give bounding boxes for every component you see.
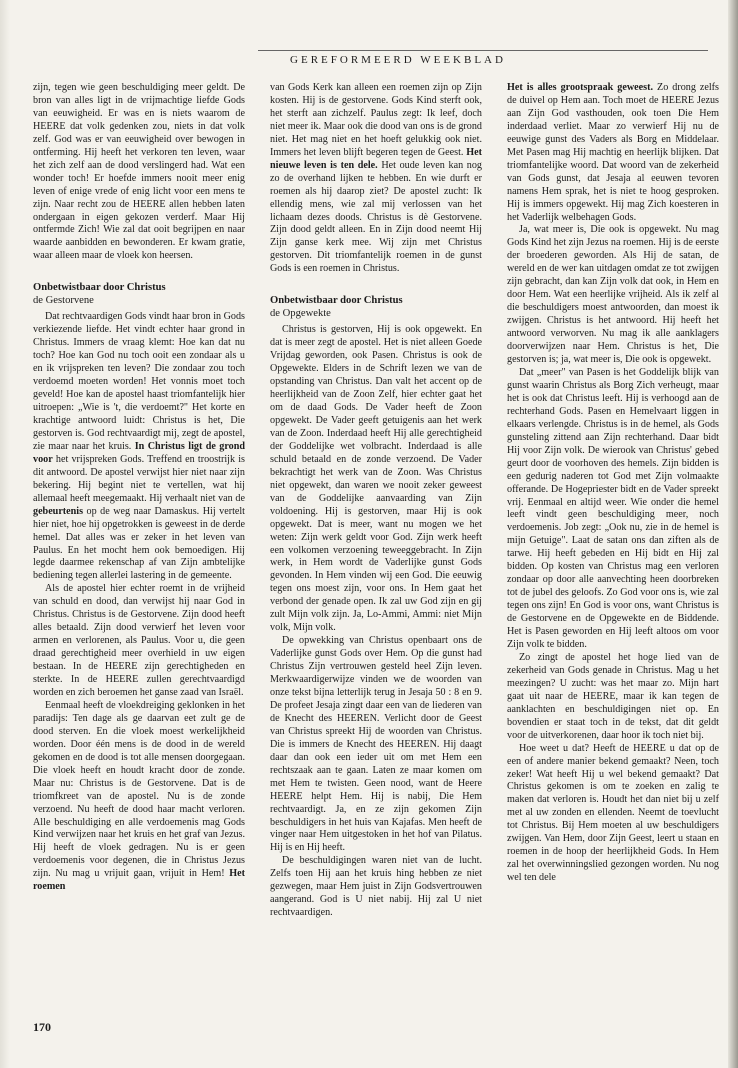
paragraph: Als de apostel hier echter roemt in de vrijheid van schuld en dood, dan verwijst hij naar God in Christus. Christus is de Gestorvene. Zijn dood heeft alles betaald. Zijn dood verwierf het leven voor armen en verlorenen, als Paulus. Voor u, die geen draad gerechtigheid meer overhield in uw eigen bestaan. In de HEERE zijn gerechtigheden en sterkte. In de HEERE zullen gerechtvaardigd worden en zich beroemen het ganse zaad van Israël. bbox=[33, 583, 245, 698]
scan-edge-left bbox=[0, 0, 10, 1068]
column-1 bbox=[33, 82, 245, 997]
section-heading: Onbetwistbaar door Christus bbox=[33, 282, 166, 294]
paragraph: De beschuldigingen waren niet van de lucht. Zelfs toen Hij aan het kruis hing hebben ze niet gezwegen, maar Hem juist in Zijn Godsvertrouwen aangerand. God is U niet nabij. Hij zal U niet rechtvaardigen. bbox=[270, 855, 482, 919]
column-2 bbox=[270, 82, 482, 997]
paragraph: Ja, wat meer is, Die ook is opgewekt. Nu mag Gods Kind het zijn Jezus na roemen. Hij is de eerste der broederen geworden. Als Hij de satan, de wereld en de wer kan uitdagen omdat ze tot zwijgen zijn gebracht, dan kan Zijn volk dat ook, in Hem en door Hem. Wat een heerlijke vrijheid. Als ik zelf al die beschuldigers moest antwoorden, dan moest ik zwijgen. Christus is het antwoord. Hij heeft het antwoord verworven. Nu mag ik alle aanklagers doorverwijzen naar Hem. Christus is het, Die gestorven is; ja, wat meer is, Die ook is opgewekt. bbox=[507, 224, 719, 366]
header-rule bbox=[258, 50, 708, 51]
paragraph: Hoe weet u dat? Heeft de HEERE u dat op de een of andere manier bekend gemaakt? Neen, toch zeker! Wat heeft Hij u wel bekend gemaakt? Dat Christus gekomen is om te zoeken en zalig te maken dat verloren is. Houdt het dan niet bij u zelf met al uw zonden en ellenden. Neemt de toevlucht tot Christus. Bij Hem moeten al uw beschuldigers zwijgen. Van Hem, door Zijn Geest, leert u staan en roemen in de hoop der heerlijkheid Gods. In Hem zal het overwinningslied gezongen worden. Nu nog wel ten dele bbox=[507, 742, 719, 884]
paragraph: Dat „meer" van Pasen is het Goddelijk blijk van gunst waarin Christus als Borg Zich verheugt, maar het is ook dat Christus leeft. Hij is verhoogd aan de rechterhand Gods. Pasen en Hemelvaart liggen in elkaars verlengde. Christus is in de hemel, als Gods gunsteling zittend aan Zijn rechterhand. Daar bidt Hij voor Zijn volk. De wierook van Christus' gebed geurt door de voorhoven des hemels. Zijn bidden is een gedurig naderen tot God met Zijn volmaakte offerande. De Hogepriester bidt en de Vader spreekt vrij. Eenmaal en altijd weer. Wie onder die hemel leeft vindt geen beschuldiging meer, noch verdoemenis. Job zegt: „Ook nu, zie in de hemel is mijn Getuige". Laat de satan ons dan ziften als de tarwe. Hij heeft gebeden en Hij bidt en Hij zal bidden. Op kosten van Christus mag een verloren zondaar op door alle aanvechting heen doorbreken tot de jubel des geloofs. Zo God voor ons is, wie zal tegen ons zijn! En God is voor ons, want Christus is de Gestorvene en de Opgewekte en de Biddende. Het is Pasen geworden en Hij leeft altoos om voor Zijn volk te bidden. bbox=[507, 366, 719, 650]
section-heading: Onbetwistbaar door Christus bbox=[270, 295, 403, 307]
section-subheading: de Gestorvene bbox=[33, 295, 94, 307]
paragraph: Het is alles grootspraak geweest. Zo drong zelfs de duivel op Hem aan. Toch moet de HEERE Jezus aan Zijn God vasthouden, ook toen Die Hem inderdaad verliet. Maar zo verwierf Hij nu de eeuwige gunst des Vaders als Borg en Middelaar. Met Pasen mag Hij machtig en heerlijk blijken. Dat triomfantelijke woord. Dat woord van de zekerheid van Gods gunst, dat Jesaja al eeuwen tevoren namens Hem sprak, het is niet te hoog gesproken. Hij is immers opgewekt. Hij mag Zich koesteren in het Vaderlijk welbehagen Gods. bbox=[507, 82, 719, 223]
paragraph: van Gods Kerk kan alleen een roemen zijn op Zijn kosten. Hij is de gestorvene. Gods Kind sterft ook, het sterft aan zichzelf. Paulus zegt: Ik leef, doch niet meer ik. Maar ook die dood van ons is de grond niet. Het mag niet en het hoeft gelukkig ook niet. Immers het leven blijft begeren tegen de Geest. Het nieuwe leven is ten dele. Het oude leven kan nog zo de overhand lijken te hebben. En wie durft er roemen als hij daarop ziet? De apostel zucht: Ik ellendig mens, wie zal mij verlossen van het lichaam dezes doods. Christus is dè Gestorvene. Zijn dood geldt alleen. En in Zijn dood neemt Hij Zijn ganse kerk mee. Wij zijn met Christus gestorven. Dit triomfantelijk roemen in de gunst Gods is een roemen in Christus. bbox=[270, 82, 482, 275]
column-3 bbox=[507, 82, 719, 997]
page-number: 170 bbox=[33, 1020, 51, 1034]
section-subheading: de Opgewekte bbox=[270, 308, 331, 320]
paragraph: Eenmaal heeft de vloekdreiging geklonken in het paradijs: Ten dage als ge daarvan eet zult ge de dood sterven. En die vloek moest werkelijkheid worden. Door één mens is de dood in de wereld gekomen en de dood is tot alle mensen doorgegaan. Die vloek heeft en houdt kracht door de zonde. Maar nu: Christus is de Gestorvene. Dat is de triomfkreet van de apostel. Nu is de zonde verzoend. Nu heeft de dood haar macht verloren. Alle beschuldiging en alle verdoemenis mag Gods Kind verwijzen naar het kruis en het graf van Jezus. Hij heeft de vloek gedragen. Nu is er geen verdoemenis voor degenen, die in Christus Jezus zijn. Nu mag u vrijuit gaan, vrijuit in Hem! Het roemen bbox=[33, 699, 245, 893]
paragraph: Christus is gestorven, Hij is ook opgewekt. En dat is meer zegt de apostel. Het is niet alleen Goede Vrijdag geworden, ook Pasen. Christus is ook de Opgewekte. Elders in de Schrift lezen we van de opstanding van Christus. Dan valt het accent op de heerlijkheid van de Zoon Zelf, hier echter gaat het om de daad Gods. De Vader heeft de Zoon opgewekt. De Vader geeft getuigenis aan het werk van de Zoon. Inderdaad heeft Hij alle gerechtigheid der Goddelijke wet volbracht. Inderdaad is alle schuld betaald en de zonde verzoend. De Vader bekrachtigt het werk van de Zoon. Was Christus niet opgewekt, dan waren we nooit zeker geweest van de Goddelijke aanvaarding van Zijn voldoening. Hij is gestorven, maar Hij is ook opgewekt. Dat is meer, want nu mogen we het weten: Zijn werk geldt voor God. Zijn werk heeft een volkomen verzoening teweeggebracht. In Zijn werk, in Hem wordt de Vaderlijke gunst Gods gevonden. In Hem vinden wij een God. Die eeuwig tegen ons moest zijn, voor ons. In Hem gaat het verbond der genade open. Ik zal uw God zijn en gij zult Mijn volk zijn. Ja, Lo-Ammi, Ammi: niet Mijn volk, Mijn volk. bbox=[270, 324, 482, 634]
paragraph: De opwekking van Christus openbaart ons de Vaderlijke gunst Gods over Hem. Op die gunst had Christus Zijn vertrouwen gesteld heel Zijn leven. Merkwaardigerwijze vinden we de woorden van onze tekst bijna letterlijk terug in Jesaja 50 : 8 en 9. De profeet Jesaja zingt daar een van de liederen van de Knecht des HEEREN. Verlicht door de Geest van Christus spreekt Hij de woorden van Christus. Die is immers de Knecht des HEEREN. Hij daagt daar dan ook een ieder uit om met Hem een rechtszaak aan te gaan. Laten ze maar komen om met Hem te twisten. Geen nood, want de Heere HEERE helpt Hem. Hij is nabij, Die Hem rechtvaardigt. Ja, en ze zijn gekomen Zijn beschuldigers in het huis van Kajafas. Men heeft de vinger naar Hem uitgestoken in het hof van Pilatus. Hij is en Hij heeft. bbox=[270, 635, 482, 854]
paragraph: zijn, tegen wie geen beschuldiging meer geldt. De bron van alles ligt in de vrijmachtige liefde Gods van eeuwigheid. Er was en is niets waarom de HEERE dat volk gedenken zou, niets in dat volk zelf. God was er van eeuwigheid over bewogen in ontferming. Hij heeft het verkoren ten leven, waar het zich zelf aan de dood verslingerd had. Wat een wonder toch! Er hoefde immers nooit meer enig leven of enige vrede of enig licht voor een mens te zijn. Naar recht zou de HEERE allen hebben laten ondergaan in eigen gekozen verderf. Maar Hij ontfermde Zich! Wie zal dat ooit begrijpen en naar waarde aanbidden en bewonderen. Er kwam gratie, waar alleen maar de vloek kon heersen. bbox=[33, 82, 245, 262]
scan-edge-right bbox=[728, 0, 738, 1068]
paragraph: Dat rechtvaardigen Gods vindt haar bron in Gods verkiezende liefde. Het vindt echter haar grond in Christus. Immers de vraag klemt: Hoe kan dat nu toch? Hoe kan God nu toch ooit een zondaar als u en ik vrijspreken ten leven? Die zondaar zou toch verdoemd moeten worden! Het vonnis moet toch geveld! Hoe kan de apostel haast triomfantelijk hier uitroepen: „Wie is 't, die verdoemt?" Het korte en krachtige antwoord luidt: Christus is het, Die gestorven is. God rechtvaardigt mij, zegt de apostel, zie maar naar het kruis. In Christus ligt de grond voor het vrijspreken Gods. Treffend en troostrijk is dit antwoord. De apostel verwijst hier niet naar zijn bekering. Hij begint niet te vertellen, wat hij allemaal heeft meegemaakt. Hij verhaalt niet van de gebeurtenis op de weg naar Damaskus. Hij vertelt hier niet, hoe hij opgetrokken is geweest in de derde hemel. Dat alles was er zeker in het leven van Paulus. En het mocht hem ook bemoedigen. Hij legde daarmee rekenschap af van Zijn ambtelijke bediening tegen allerlei lastering in de gemeente. bbox=[33, 311, 245, 582]
running-header: GEREFORMEERD WEEKBLAD bbox=[290, 54, 506, 66]
paragraph: Zo zingt de apostel het hoge lied van de zekerheid van Gods genade in Christus. Mag u het meezingen? U zucht: was het maar zo. Mijn hart gaat uit naar de HEERE, maar ik kan tegen de aanklachten en beschuldigingen niet op. En bovendien er staat toch in de tekst, dat dit geldt voor de uitverkorenen, daar hoor ik toch niet bij. bbox=[507, 651, 719, 741]
